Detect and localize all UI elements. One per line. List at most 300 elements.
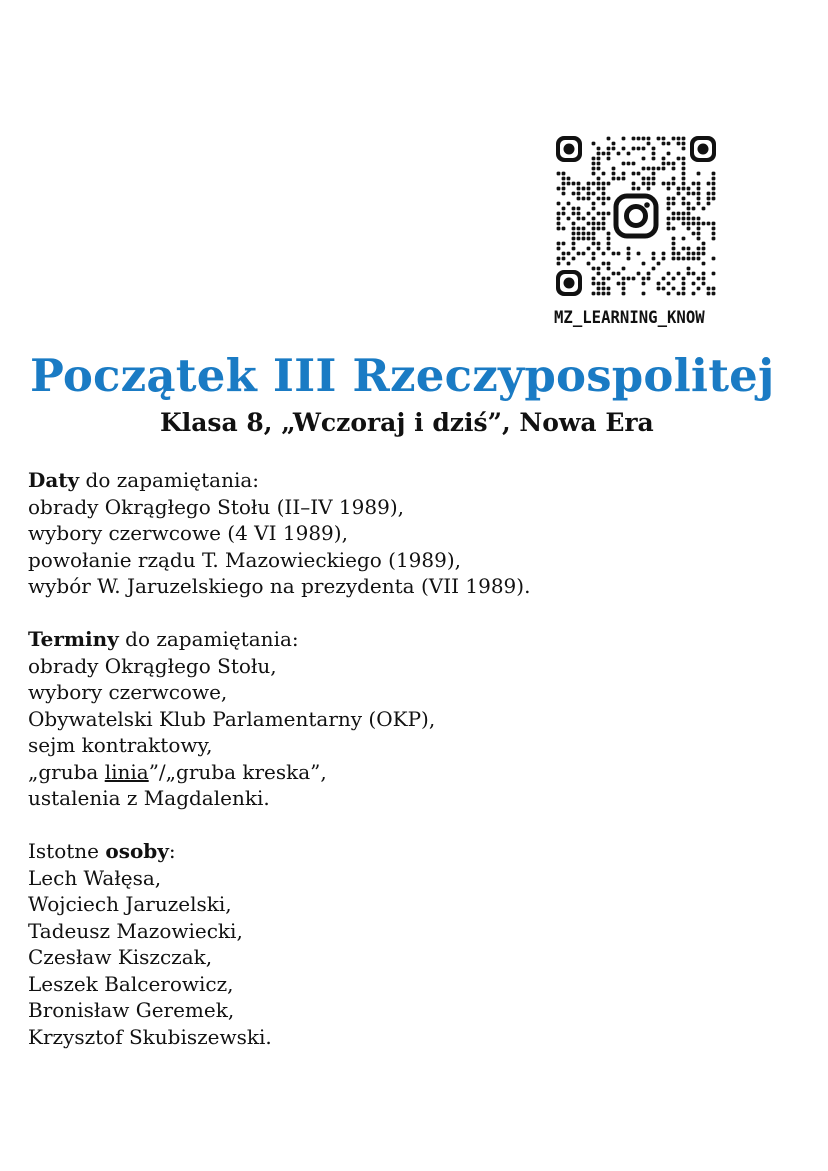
qr-module: [697, 217, 701, 221]
qr-module: [712, 227, 716, 231]
qr-code: [556, 136, 716, 296]
qr-module: [672, 177, 676, 181]
qr-module: [592, 237, 596, 241]
qr-module: [647, 142, 651, 146]
qr-module: [692, 272, 696, 276]
qr-module: [597, 162, 601, 166]
qr-module: [682, 282, 686, 286]
qr-module: [592, 182, 596, 186]
qr-module: [612, 177, 616, 181]
qr-module: [557, 242, 561, 246]
qr-module: [577, 212, 581, 216]
qr-module: [697, 247, 701, 251]
qr-module: [567, 217, 571, 221]
qr-module: [632, 187, 636, 191]
qr-module: [607, 137, 611, 141]
qr-module: [652, 177, 656, 181]
qr-module: [697, 232, 701, 236]
qr-module: [557, 202, 561, 206]
qr-module: [582, 237, 586, 241]
qr-module: [577, 252, 581, 256]
qr-module: [697, 227, 701, 231]
terms-special-part2: ”/„gruba kreska”,: [148, 759, 327, 784]
dates-heading: [28, 467, 808, 494]
qr-module: [687, 257, 691, 261]
qr-module: [712, 187, 716, 191]
qr-module: [582, 227, 586, 231]
qr-module: [562, 192, 566, 196]
qr-module: [657, 282, 661, 286]
qr-module: [602, 197, 606, 201]
qr-module: [692, 282, 696, 286]
qr-module: [692, 232, 696, 236]
qr-module: [682, 162, 686, 166]
persons-heading-post: :: [168, 839, 176, 863]
qr-module: [697, 192, 701, 196]
qr-module: [667, 152, 671, 156]
qr-module: [647, 137, 651, 141]
qr-module: [632, 162, 636, 166]
qr-module: [647, 187, 651, 191]
qr-module: [597, 152, 601, 156]
qr-module: [567, 252, 571, 256]
qr-module: [702, 252, 706, 256]
qr-module: [667, 202, 671, 206]
qr-module: [652, 152, 656, 156]
qr-module: [642, 277, 646, 281]
qr-module: [622, 282, 626, 286]
qr-module: [687, 222, 691, 226]
qr-module: [712, 192, 716, 196]
dates-section: [28, 467, 808, 600]
qr-module: [672, 217, 676, 221]
qr-module: [677, 257, 681, 261]
qr-module: [562, 252, 566, 256]
page-subtitle: Klasa 8, „Wczoraj i dziś”, Nowa Era: [160, 408, 654, 437]
qr-module: [627, 277, 631, 281]
qr-module: [642, 147, 646, 151]
qr-module: [597, 182, 601, 186]
qr-module: [712, 272, 716, 276]
qr-module: [622, 137, 626, 141]
qr-finder-bottom-left: [556, 270, 582, 296]
qr-module: [702, 262, 706, 266]
qr-module: [677, 137, 681, 141]
qr-module: [637, 172, 641, 176]
qr-module: [592, 157, 596, 161]
qr-module: [622, 277, 626, 281]
qr-module: [602, 227, 606, 231]
qr-module: [582, 232, 586, 236]
dates-heading-bold: Daty: [28, 468, 80, 492]
qr-module: [602, 292, 606, 296]
qr-module: [652, 182, 656, 186]
instagram-icon: [612, 192, 660, 240]
dates-list-item: wybory czerwcowe (4 VI 1989),: [28, 521, 348, 545]
qr-module: [632, 172, 636, 176]
qr-module: [562, 172, 566, 176]
qr-module: [602, 152, 606, 156]
qr-module: [562, 257, 566, 261]
qr-module: [572, 242, 576, 246]
qr-module: [572, 227, 576, 231]
qr-module: [647, 277, 651, 281]
qr-module: [702, 207, 706, 211]
qr-module: [702, 222, 706, 226]
qr-module: [562, 187, 566, 191]
qr-module: [687, 187, 691, 191]
qr-module: [697, 287, 701, 291]
qr-module: [592, 162, 596, 166]
terms-special-part1: „gruba: [28, 759, 105, 784]
qr-module: [587, 197, 591, 201]
qr-module: [687, 252, 691, 256]
qr-module: [682, 257, 686, 261]
qr-module: [682, 237, 686, 241]
qr-module: [677, 217, 681, 221]
qr-module: [712, 222, 716, 226]
dates-heading-rest: do zapamiętania:: [79, 468, 260, 492]
qr-module: [612, 142, 616, 146]
qr-module: [612, 147, 616, 151]
qr-module: [572, 182, 576, 186]
qr-module: [597, 197, 601, 201]
qr-module: [562, 212, 566, 216]
qr-module: [707, 192, 711, 196]
qr-module: [687, 207, 691, 211]
qr-module: [597, 267, 601, 271]
qr-module: [682, 222, 686, 226]
qr-module: [667, 207, 671, 211]
qr-module: [677, 192, 681, 196]
qr-module: [622, 177, 626, 181]
qr-finder-top-right: [690, 136, 716, 162]
qr-module: [607, 277, 611, 281]
qr-module: [677, 292, 681, 296]
qr-module: [672, 212, 676, 216]
qr-module: [577, 207, 581, 211]
qr-module: [617, 177, 621, 181]
qr-module: [687, 212, 691, 216]
qr-module: [662, 167, 666, 171]
qr-module: [682, 217, 686, 221]
qr-module: [607, 247, 611, 251]
qr-module: [622, 292, 626, 296]
document-body: [28, 467, 808, 1077]
qr-module: [597, 177, 601, 181]
qr-module: [677, 252, 681, 256]
qr-module: [587, 192, 591, 196]
qr-module: [592, 167, 596, 171]
qr-module: [702, 272, 706, 276]
qr-module: [597, 282, 601, 286]
qr-module: [712, 232, 716, 236]
qr-module: [682, 212, 686, 216]
qr-module: [647, 272, 651, 276]
qr-module: [627, 152, 631, 156]
qr-module: [567, 182, 571, 186]
qr-module: [637, 137, 641, 141]
qr-module: [572, 237, 576, 241]
qr-module: [557, 227, 561, 231]
qr-module: [682, 142, 686, 146]
qr-module: [687, 202, 691, 206]
qr-module: [632, 147, 636, 151]
qr-module: [712, 177, 716, 181]
qr-module: [572, 212, 576, 216]
qr-module: [622, 162, 626, 166]
qr-module: [607, 267, 611, 271]
qr-module: [562, 227, 566, 231]
qr-module: [672, 277, 676, 281]
qr-module: [662, 287, 666, 291]
qr-module: [567, 262, 571, 266]
qr-module: [622, 172, 626, 176]
qr-module: [662, 157, 666, 161]
qr-module: [707, 202, 711, 206]
qr-module: [602, 262, 606, 266]
qr-module: [667, 282, 671, 286]
qr-module: [567, 177, 571, 181]
qr-module: [592, 227, 596, 231]
qr-module: [592, 277, 596, 281]
dates-list-item: obrady Okrągłego Stołu (II–IV 1989),: [28, 494, 404, 519]
terms-list-item: obrady Okrągłego Stołu,: [28, 653, 277, 678]
qr-module: [612, 272, 616, 276]
qr-module: [587, 187, 591, 191]
qr-module: [617, 272, 621, 276]
qr-module: [597, 187, 601, 191]
qr-module: [672, 182, 676, 186]
terms-special-underlined: linia: [104, 759, 149, 784]
qr-module: [597, 222, 601, 226]
qr-module: [592, 217, 596, 221]
qr-module: [657, 167, 661, 171]
qr-module: [662, 182, 666, 186]
qr-module: [712, 237, 716, 241]
qr-module: [612, 252, 616, 256]
qr-module: [557, 172, 561, 176]
qr-module: [622, 267, 626, 271]
qr-module: [602, 182, 606, 186]
terms-list-item: wybory czerwcowe,: [28, 680, 228, 704]
qr-module: [587, 212, 591, 216]
qr-module: [682, 197, 686, 201]
qr-module: [647, 182, 651, 186]
terms-heading-bold: Terminy: [28, 627, 119, 651]
qr-module: [682, 292, 686, 296]
qr-module: [687, 192, 691, 196]
qr-module: [657, 137, 661, 141]
qr-module: [652, 167, 656, 171]
qr-module: [562, 182, 566, 186]
qr-module: [712, 292, 716, 296]
qr-module: [687, 267, 691, 271]
qr-module: [592, 232, 596, 236]
persons-heading-pre: Istotne: [28, 839, 106, 863]
persons-list-item: Leszek Balcerowicz,: [28, 971, 234, 996]
qr-module: [587, 262, 591, 266]
qr-module: [602, 217, 606, 221]
qr-module: [642, 177, 646, 181]
qr-module: [632, 182, 636, 186]
qr-module: [667, 222, 671, 226]
qr-module: [557, 217, 561, 221]
qr-module: [642, 292, 646, 296]
persons-heading-bold: osoby: [105, 839, 169, 863]
qr-module: [592, 267, 596, 271]
qr-module: [677, 187, 681, 191]
qr-module: [672, 202, 676, 206]
qr-module: [597, 227, 601, 231]
qr-module: [587, 237, 591, 241]
qr-module: [557, 247, 561, 251]
qr-module: [682, 172, 686, 176]
qr-module: [672, 252, 676, 256]
qr-module: [597, 292, 601, 296]
qr-module: [692, 222, 696, 226]
qr-module: [602, 277, 606, 281]
qr-module: [612, 172, 616, 176]
qr-module: [702, 242, 706, 246]
qr-module: [642, 262, 646, 266]
qr-module: [707, 292, 711, 296]
qr-module: [562, 242, 566, 246]
qr-module: [592, 242, 596, 246]
qr-module: [677, 157, 681, 161]
qr-module: [577, 187, 581, 191]
qr-module: [662, 257, 666, 261]
qr-module: [697, 257, 701, 261]
qr-module: [622, 287, 626, 291]
qr-module: [667, 187, 671, 191]
qr-module: [682, 167, 686, 171]
qr-module: [687, 227, 691, 231]
qr-module: [572, 247, 576, 251]
qr-module: [657, 287, 661, 291]
qr-module: [667, 227, 671, 231]
qr-module: [597, 247, 601, 251]
qr-module: [582, 217, 586, 221]
qr-module: [697, 197, 701, 201]
qr-module: [607, 212, 611, 216]
qr-module: [607, 237, 611, 241]
qr-module: [602, 282, 606, 286]
qr-module: [682, 287, 686, 291]
qr-module: [617, 282, 621, 286]
qr-module: [577, 237, 581, 241]
dates-list-item: powołanie rządu T. Mazowieckiego (1989),: [28, 547, 462, 572]
qr-module: [697, 277, 701, 281]
qr-module: [602, 287, 606, 291]
qr-module: [592, 282, 596, 286]
qr-module: [572, 192, 576, 196]
qr-module: [652, 257, 656, 261]
qr-module: [662, 137, 666, 141]
qr-module: [667, 162, 671, 166]
qr-module: [652, 147, 656, 151]
qr-module: [702, 282, 706, 286]
qr-module: [582, 197, 586, 201]
qr-module: [597, 272, 601, 276]
qr-module: [652, 157, 656, 161]
qr-module: [667, 272, 671, 276]
qr-module: [607, 232, 611, 236]
qr-module: [707, 182, 711, 186]
qr-module: [697, 182, 701, 186]
qr-module: [627, 162, 631, 166]
qr-module: [672, 167, 676, 171]
qr-module: [597, 167, 601, 171]
qr-module: [592, 202, 596, 206]
qr-module: [557, 187, 561, 191]
qr-module: [712, 197, 716, 201]
qr-module: [667, 197, 671, 201]
qr-module: [597, 242, 601, 246]
qr-module: [582, 252, 586, 256]
qr-module: [672, 242, 676, 246]
terms-list-item: [28, 759, 808, 786]
qr-finder-top-left: [556, 136, 582, 162]
qr-module: [572, 222, 576, 226]
qr-code-block: [553, 136, 719, 328]
qr-module: [587, 182, 591, 186]
terms-list-item: Obywatelski Klub Parlamentarny (OKP),: [28, 706, 436, 731]
qr-module: [617, 252, 621, 256]
qr-module: [697, 237, 701, 241]
qr-module: [612, 167, 616, 171]
qr-module: [697, 202, 701, 206]
qr-module: [672, 287, 676, 291]
qr-module: [607, 262, 611, 266]
instagram-handle: MZ_LEARNING_KNOW: [554, 308, 705, 328]
qr-module: [607, 292, 611, 296]
qr-module: [632, 137, 636, 141]
persons-section: [28, 838, 808, 1050]
qr-module: [682, 277, 686, 281]
qr-module: [617, 152, 621, 156]
qr-module: [642, 182, 646, 186]
qr-module: [582, 187, 586, 191]
qr-module: [642, 282, 646, 286]
qr-module: [567, 202, 571, 206]
qr-module: [622, 147, 626, 151]
qr-module: [577, 232, 581, 236]
qr-module: [702, 277, 706, 281]
qr-module: [602, 172, 606, 176]
qr-module: [597, 287, 601, 291]
qr-module: [657, 262, 661, 266]
qr-module: [712, 172, 716, 176]
qr-module: [707, 287, 711, 291]
qr-module: [602, 222, 606, 226]
qr-module: [672, 197, 676, 201]
qr-module: [642, 167, 646, 171]
qr-module: [687, 217, 691, 221]
qr-module: [677, 212, 681, 216]
qr-module: [587, 232, 591, 236]
qr-module: [692, 182, 696, 186]
qr-module: [662, 252, 666, 256]
qr-module: [712, 257, 716, 261]
qr-module: [692, 292, 696, 296]
terms-section: [28, 626, 808, 812]
qr-module: [562, 177, 566, 181]
qr-module: [667, 142, 671, 146]
qr-module: [572, 232, 576, 236]
qr-module: [562, 207, 566, 211]
qr-module: [597, 147, 601, 151]
